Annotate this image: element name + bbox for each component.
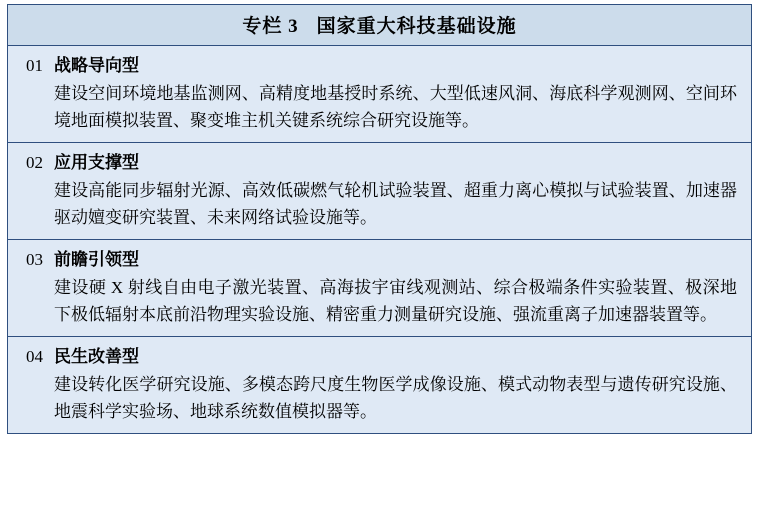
list-item (8, 142, 751, 239)
panel-title (8, 5, 751, 46)
item-number: 04 (26, 347, 43, 366)
list-item (8, 239, 751, 336)
item-number: 01 (26, 56, 43, 75)
item-text: 建设转化医学研究设施、多模态跨尺度生物医学成像设施、模式动物表型与遗传研究设施、地震科学实验场、地球系统数值模拟器等。 (54, 375, 737, 421)
item-body (54, 247, 741, 328)
list-item (8, 46, 751, 142)
item-body (54, 344, 741, 425)
item-heading: 战略导向型 (54, 56, 139, 75)
item-number: 02 (26, 153, 43, 172)
item-body (54, 53, 741, 134)
item-heading: 应用支撑型 (54, 153, 139, 172)
item-text: 建设高能同步辐射光源、高效低碳燃气轮机试验装置、超重力离心模拟与试验装置、加速器驱动嬗变研究装置、未来网络试验设施等。 (54, 181, 737, 227)
item-list (8, 46, 751, 433)
item-body (54, 150, 741, 231)
panel-title-text: 国家重大科技基础设施 (316, 16, 517, 37)
panel-title-label: 专栏 3 (242, 16, 299, 37)
item-heading: 前瞻引领型 (54, 250, 139, 269)
item-number: 03 (26, 250, 43, 269)
list-item (8, 336, 751, 433)
feature-box-panel (7, 4, 752, 434)
item-heading: 民生改善型 (54, 347, 139, 366)
item-text: 建设硬 X 射线自由电子激光装置、高海拔宇宙线观测站、综合极端条件实验装置、极深地下极低辐射本底前沿物理实验设施、精密重力测量研究设施、强流重离子加速器装置等。 (54, 278, 737, 324)
item-text: 建设空间环境地基监测网、高精度地基授时系统、大型低速风洞、海底科学观测网、空间环境地面模拟装置、聚变堆主机关键系统综合研究设施等。 (54, 84, 737, 130)
